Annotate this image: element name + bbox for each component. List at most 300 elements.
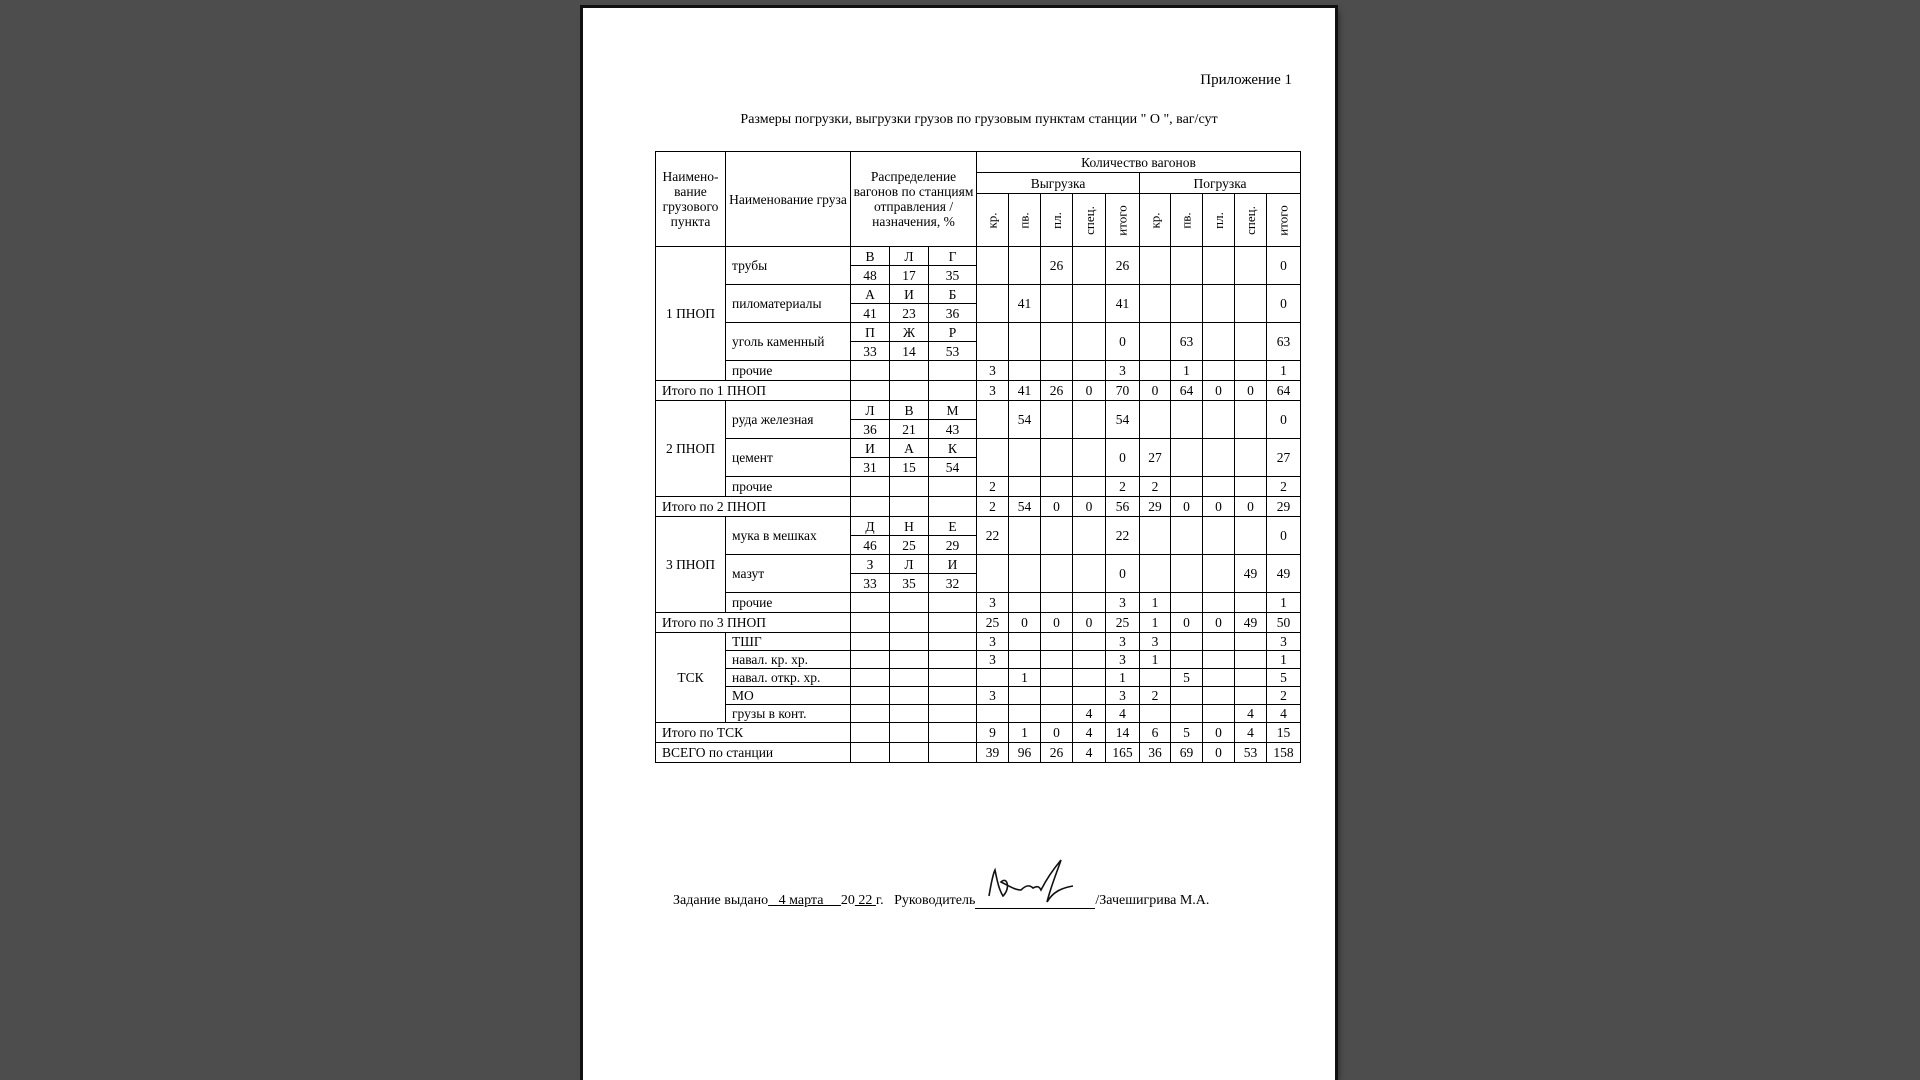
value-cell <box>1041 401 1073 439</box>
value-cell <box>1203 323 1235 361</box>
value-cell <box>1041 439 1073 477</box>
dist-empty <box>890 669 929 687</box>
value-cell: 3 <box>977 593 1009 613</box>
value-cell: 158 <box>1267 743 1301 763</box>
point-name: ТСК <box>656 633 726 723</box>
value-cell: 0 <box>1041 613 1073 633</box>
value-cell <box>1140 247 1171 285</box>
value-cell: 54 <box>1009 497 1041 517</box>
value-cell <box>1041 285 1073 323</box>
table-row <box>656 401 1301 420</box>
value-cell: 3 <box>1106 651 1140 669</box>
value-cell <box>1203 247 1235 285</box>
value-cell: 0 <box>1203 497 1235 517</box>
dist-empty <box>929 613 977 633</box>
value-cell <box>1171 593 1203 613</box>
point-name: 1 ПНОП <box>656 247 726 381</box>
value-cell: 0 <box>1041 497 1073 517</box>
total-label: Итого по 2 ПНОП <box>656 497 851 517</box>
value-cell <box>1073 323 1106 361</box>
value-cell <box>1041 555 1073 593</box>
station-percent: 48 <box>851 266 890 285</box>
value-cell: 0 <box>1267 247 1301 285</box>
header-sub-2: пл. <box>1041 194 1073 247</box>
value-cell <box>977 323 1009 361</box>
issued-label: Задание выдано <box>673 893 769 908</box>
dist-empty <box>929 651 977 669</box>
value-cell <box>1073 247 1106 285</box>
value-cell: 3 <box>1106 593 1140 613</box>
dist-empty <box>851 633 890 651</box>
value-cell <box>1203 705 1235 723</box>
station-code: Л <box>890 247 929 266</box>
value-cell: 3 <box>1106 633 1140 651</box>
value-cell <box>977 401 1009 439</box>
dist-empty <box>890 633 929 651</box>
value-cell <box>1171 651 1203 669</box>
dist-empty <box>851 705 890 723</box>
value-cell: 165 <box>1106 743 1140 763</box>
value-cell <box>977 247 1009 285</box>
value-cell: 2 <box>977 497 1009 517</box>
value-cell <box>1235 593 1267 613</box>
station-code: Н <box>890 517 929 536</box>
dist-empty <box>929 705 977 723</box>
value-cell: 6 <box>1140 723 1171 743</box>
value-cell <box>1235 323 1267 361</box>
value-cell: 64 <box>1171 381 1203 401</box>
value-cell <box>1203 687 1235 705</box>
value-cell: 41 <box>1009 381 1041 401</box>
value-cell <box>1171 477 1203 497</box>
dist-empty <box>929 633 977 651</box>
value-cell <box>1009 705 1041 723</box>
value-cell <box>1073 687 1106 705</box>
header-quantity: Количество вагонов <box>977 152 1301 173</box>
point-name: 3 ПНОП <box>656 517 726 613</box>
value-cell: 53 <box>1235 743 1267 763</box>
year-prefix: 20 <box>840 893 855 908</box>
value-cell: 0 <box>1106 323 1140 361</box>
value-cell: 4 <box>1073 743 1106 763</box>
value-cell <box>1235 687 1267 705</box>
header-load: Погрузка <box>1140 173 1301 194</box>
value-cell <box>1203 439 1235 477</box>
value-cell <box>1041 669 1073 687</box>
value-cell <box>1073 651 1106 669</box>
value-cell <box>1073 633 1106 651</box>
value-cell <box>1171 555 1203 593</box>
value-cell: 2 <box>1140 477 1171 497</box>
station-percent: 35 <box>890 574 929 593</box>
station-percent: 33 <box>851 574 890 593</box>
value-cell <box>1171 633 1203 651</box>
station-code: Ж <box>890 323 929 342</box>
value-cell <box>1203 285 1235 323</box>
value-cell <box>1171 401 1203 439</box>
value-cell <box>1009 361 1041 381</box>
value-cell: 1 <box>1106 669 1140 687</box>
value-cell: 0 <box>1203 743 1235 763</box>
station-percent: 15 <box>890 458 929 477</box>
value-cell: 63 <box>1267 323 1301 361</box>
value-cell: 5 <box>1171 669 1203 687</box>
value-cell: 14 <box>1106 723 1140 743</box>
value-cell <box>1140 361 1171 381</box>
value-cell <box>1041 687 1073 705</box>
header-distribution: Распределение вагонов по станциям отправления / назначения, % <box>851 152 977 247</box>
value-cell <box>1235 285 1267 323</box>
value-cell <box>1009 633 1041 651</box>
header-point: Наимено-вание грузового пункта <box>656 152 726 247</box>
value-cell <box>1140 517 1171 555</box>
value-cell: 22 <box>977 517 1009 555</box>
cargo-name: ТШГ <box>726 633 851 651</box>
value-cell: 27 <box>1140 439 1171 477</box>
value-cell: 0 <box>1140 381 1171 401</box>
station-percent: 17 <box>890 266 929 285</box>
value-cell <box>1041 593 1073 613</box>
dist-empty <box>929 687 977 705</box>
dist-empty <box>890 651 929 669</box>
total-row <box>656 613 1301 633</box>
dist-empty <box>890 593 929 613</box>
value-cell: 49 <box>1267 555 1301 593</box>
supervisor-name: /Зачешигрива М.А. <box>1095 893 1210 908</box>
value-cell: 2 <box>977 477 1009 497</box>
value-cell: 3 <box>977 651 1009 669</box>
value-cell: 3 <box>977 361 1009 381</box>
dist-empty <box>851 743 890 763</box>
value-cell <box>1235 247 1267 285</box>
value-cell <box>1203 555 1235 593</box>
station-percent: 43 <box>929 420 977 439</box>
year-unit: г. <box>875 893 884 908</box>
value-cell <box>1171 247 1203 285</box>
cargo-name: прочие <box>726 361 851 381</box>
value-cell: 1 <box>1171 361 1203 381</box>
value-cell <box>1235 669 1267 687</box>
dist-empty <box>851 723 890 743</box>
dist-empty <box>851 477 890 497</box>
table-row <box>656 361 1301 381</box>
value-cell <box>1041 361 1073 381</box>
value-cell: 3 <box>1267 633 1301 651</box>
value-cell <box>1041 517 1073 555</box>
value-cell <box>1235 361 1267 381</box>
dist-empty <box>929 593 977 613</box>
value-cell <box>1140 555 1171 593</box>
cargo-name: цемент <box>726 439 851 477</box>
dist-empty <box>890 687 929 705</box>
table-row <box>656 651 1301 669</box>
value-cell <box>1041 633 1073 651</box>
value-cell: 27 <box>1267 439 1301 477</box>
value-cell: 49 <box>1235 613 1267 633</box>
value-cell: 39 <box>977 743 1009 763</box>
header-sub-7: пл. <box>1203 194 1235 247</box>
table-row <box>656 669 1301 687</box>
dist-empty <box>851 669 890 687</box>
table-row <box>656 477 1301 497</box>
value-cell <box>1203 517 1235 555</box>
dist-empty <box>890 705 929 723</box>
value-cell <box>1140 285 1171 323</box>
table-row <box>656 285 1301 304</box>
value-cell <box>977 285 1009 323</box>
station-code: В <box>890 401 929 420</box>
value-cell <box>1009 651 1041 669</box>
header-sub-6: пв. <box>1171 194 1203 247</box>
document-title: Размеры погрузки, выгрузки грузов по грузовым пунктам станции " О ", ваг/сут <box>740 112 1218 127</box>
value-cell: 0 <box>1073 497 1106 517</box>
value-cell: 41 <box>1106 285 1140 323</box>
value-cell: 70 <box>1106 381 1140 401</box>
value-cell <box>1009 477 1041 497</box>
signature-icon <box>981 856 1091 908</box>
table-row <box>656 687 1301 705</box>
value-cell <box>1041 323 1073 361</box>
station-percent: 36 <box>851 420 890 439</box>
value-cell <box>1203 669 1235 687</box>
value-cell <box>1073 439 1106 477</box>
value-cell: 3 <box>1140 633 1171 651</box>
cargo-name: прочие <box>726 593 851 613</box>
value-cell: 54 <box>1009 401 1041 439</box>
value-cell: 0 <box>1203 613 1235 633</box>
value-cell <box>1235 477 1267 497</box>
cargo-name: мука в мешках <box>726 517 851 555</box>
dist-empty <box>929 723 977 743</box>
dist-empty <box>890 743 929 763</box>
dist-empty <box>890 477 929 497</box>
total-row <box>656 497 1301 517</box>
table-row <box>656 555 1301 574</box>
value-cell: 25 <box>1106 613 1140 633</box>
station-percent: 25 <box>890 536 929 555</box>
station-code: Л <box>890 555 929 574</box>
station-code: Е <box>929 517 977 536</box>
station-percent: 41 <box>851 304 890 323</box>
value-cell: 5 <box>1171 723 1203 743</box>
value-cell <box>1073 477 1106 497</box>
dist-empty <box>929 669 977 687</box>
station-code: Р <box>929 323 977 342</box>
value-cell: 63 <box>1171 323 1203 361</box>
value-cell: 0 <box>1106 555 1140 593</box>
value-cell <box>1171 705 1203 723</box>
value-cell: 2 <box>1140 687 1171 705</box>
station-percent: 53 <box>929 342 977 361</box>
station-code: А <box>851 285 890 304</box>
dist-empty <box>851 361 890 381</box>
footer <box>673 878 1209 909</box>
table-row <box>656 517 1301 536</box>
issued-date: 4 марта <box>778 893 824 908</box>
dist-empty <box>851 687 890 705</box>
station-code: И <box>890 285 929 304</box>
station-percent: 46 <box>851 536 890 555</box>
total-label: Итого по 1 ПНОП <box>656 381 851 401</box>
cargo-name: навал. кр. хр. <box>726 651 851 669</box>
value-cell <box>1009 323 1041 361</box>
value-cell: 3 <box>977 381 1009 401</box>
value-cell: 0 <box>1171 613 1203 633</box>
value-cell: 0 <box>1203 381 1235 401</box>
value-cell <box>1009 517 1041 555</box>
value-cell: 64 <box>1267 381 1301 401</box>
value-cell: 1 <box>1267 593 1301 613</box>
value-cell: 3 <box>1106 361 1140 381</box>
value-cell: 3 <box>1106 687 1140 705</box>
value-cell: 56 <box>1106 497 1140 517</box>
value-cell <box>1203 651 1235 669</box>
total-label: Итого по 3 ПНОП <box>656 613 851 633</box>
station-percent: 35 <box>929 266 977 285</box>
station-percent: 14 <box>890 342 929 361</box>
dist-empty <box>851 613 890 633</box>
value-cell: 96 <box>1009 743 1041 763</box>
value-cell <box>1235 517 1267 555</box>
cargo-table <box>655 151 1301 763</box>
value-cell <box>1235 633 1267 651</box>
station-code: Д <box>851 517 890 536</box>
header-sub-4: итого <box>1106 194 1140 247</box>
value-cell: 3 <box>977 633 1009 651</box>
signature <box>975 878 1095 909</box>
value-cell: 22 <box>1106 517 1140 555</box>
header-unload: Выгрузка <box>977 173 1140 194</box>
cargo-name: пиломатериалы <box>726 285 851 323</box>
dist-empty <box>851 381 890 401</box>
station-code: А <box>890 439 929 458</box>
dist-empty <box>929 361 977 381</box>
value-cell: 2 <box>1267 477 1301 497</box>
value-cell: 4 <box>1106 705 1140 723</box>
value-cell: 54 <box>1106 401 1140 439</box>
value-cell <box>1073 517 1106 555</box>
dist-empty <box>851 497 890 517</box>
cargo-name: навал. откр. хр. <box>726 669 851 687</box>
dist-empty <box>851 593 890 613</box>
value-cell <box>977 555 1009 593</box>
header-cargo: Наименование груза <box>726 152 851 247</box>
table-row <box>656 323 1301 342</box>
value-cell: 0 <box>1041 723 1073 743</box>
value-cell: 49 <box>1235 555 1267 593</box>
value-cell: 4 <box>1267 705 1301 723</box>
value-cell: 2 <box>1267 687 1301 705</box>
value-cell: 4 <box>1235 723 1267 743</box>
value-cell <box>1203 477 1235 497</box>
station-percent: 23 <box>890 304 929 323</box>
value-cell <box>1203 361 1235 381</box>
station-percent: 36 <box>929 304 977 323</box>
value-cell: 0 <box>1267 517 1301 555</box>
value-cell: 4 <box>1073 705 1106 723</box>
value-cell <box>1073 285 1106 323</box>
value-cell <box>1171 439 1203 477</box>
total-row <box>656 381 1301 401</box>
appendix-label: Приложение 1 <box>1200 72 1292 88</box>
value-cell <box>977 439 1009 477</box>
value-cell: 26 <box>1041 247 1073 285</box>
value-cell <box>1009 247 1041 285</box>
value-cell: 0 <box>1235 381 1267 401</box>
header-sub-0: кр. <box>977 194 1009 247</box>
cargo-name: уголь каменный <box>726 323 851 361</box>
total-row <box>656 723 1301 743</box>
value-cell: 0 <box>1106 439 1140 477</box>
value-cell: 0 <box>1267 285 1301 323</box>
station-code: В <box>851 247 890 266</box>
table-row <box>656 439 1301 458</box>
cargo-name: прочие <box>726 477 851 497</box>
total-label: ВСЕГО по станции <box>656 743 851 763</box>
value-cell <box>1073 401 1106 439</box>
value-cell: 1 <box>1009 669 1041 687</box>
value-cell <box>1171 687 1203 705</box>
value-cell: 0 <box>1203 723 1235 743</box>
value-cell: 25 <box>977 613 1009 633</box>
value-cell: 29 <box>1140 497 1171 517</box>
value-cell <box>1041 705 1073 723</box>
station-percent: 32 <box>929 574 977 593</box>
cargo-name: МО <box>726 687 851 705</box>
table-row <box>656 705 1301 723</box>
dist-empty <box>890 613 929 633</box>
value-cell <box>1203 593 1235 613</box>
cargo-name: руда железная <box>726 401 851 439</box>
value-cell <box>1140 669 1171 687</box>
cargo-name: мазут <box>726 555 851 593</box>
supervisor-label: Руководитель <box>894 893 976 908</box>
value-cell <box>1235 651 1267 669</box>
station-code: Л <box>851 401 890 420</box>
value-cell: 1 <box>1267 651 1301 669</box>
table-row <box>656 633 1301 651</box>
value-cell <box>1073 555 1106 593</box>
dist-empty <box>929 477 977 497</box>
value-cell: 41 <box>1009 285 1041 323</box>
value-cell: 0 <box>1267 401 1301 439</box>
value-cell <box>1009 439 1041 477</box>
dist-empty <box>929 381 977 401</box>
value-cell: 50 <box>1267 613 1301 633</box>
value-cell: 15 <box>1267 723 1301 743</box>
header-sub-9: итого <box>1267 194 1301 247</box>
value-cell: 3 <box>977 687 1009 705</box>
value-cell <box>1171 285 1203 323</box>
value-cell: 4 <box>1235 705 1267 723</box>
dist-empty <box>851 651 890 669</box>
dist-empty <box>929 743 977 763</box>
value-cell: 0 <box>1171 497 1203 517</box>
station-code: Б <box>929 285 977 304</box>
dist-empty <box>890 381 929 401</box>
station-code: М <box>929 401 977 420</box>
value-cell <box>1140 323 1171 361</box>
station-code: З <box>851 555 890 574</box>
value-cell: 29 <box>1267 497 1301 517</box>
station-percent: 33 <box>851 342 890 361</box>
header-sub-3: спец. <box>1073 194 1106 247</box>
value-cell: 1 <box>1140 593 1171 613</box>
value-cell <box>1140 705 1171 723</box>
value-cell: 26 <box>1106 247 1140 285</box>
value-cell: 4 <box>1073 723 1106 743</box>
value-cell <box>1203 401 1235 439</box>
